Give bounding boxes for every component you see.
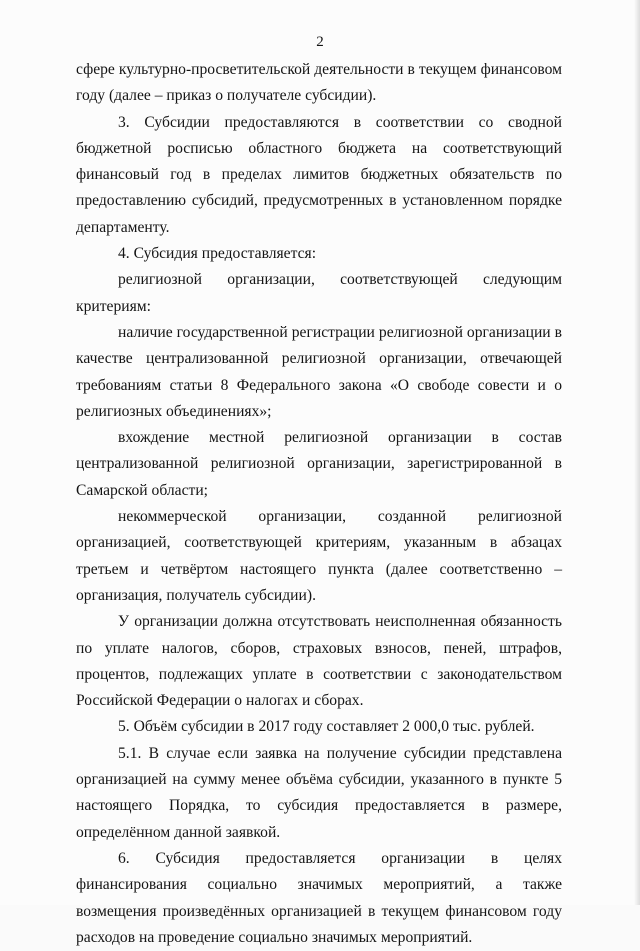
paragraph-continuation: сфере культурно-просветительской деятельности в текущем финансовом году (далее – приказ о получателе субсидии). bbox=[76, 61, 562, 105]
paragraph-nonprofit: некоммерческой организации, созданной религиозной организацией, соответствующей критериям, указанным в абзацах третьем и четвёртом настоящего пункта (далее соответственно – организация, получатель субсидии). bbox=[76, 508, 562, 604]
paragraph-item-6: 6. Субсидия предоставляется организации в целях финансирования социально значимых мероприятий, а также возмещения произведённых организацией в текущем финансовом году расходов на проведение социально значимых мероприятий. bbox=[76, 849, 562, 946]
page-edge-shadow bbox=[634, 0, 640, 905]
paragraph-tax-obligations: У организации должна отсутствовать неисполненная обязанность по уплате налогов, сборов, страховых взносов, пеней, штрафов, процентов, подлежащих уплате в соответствии с законодательством Российской Федерации о налогах и сборах. bbox=[76, 613, 562, 710]
document-body bbox=[76, 57, 562, 951]
paragraph-item-5: 5. Объём субсидии в 2017 году составляет 2 000,0 тыс. рублей. bbox=[118, 718, 535, 736]
paragraph-criteria-intro: религиозной организации, соответствующей следующим критериям: bbox=[76, 271, 562, 315]
paragraph-item-3: 3. Субсидии предоставляются в соответствии со сводной бюджетной росписью областного бюджета на соответствующий финансовый год в пределах лимитов бюджетных обязательств по предоставлению субсидий, предусмотренных в установленном порядке департаменту. bbox=[76, 113, 562, 236]
paragraph-item-5-1: 5.1. В случае если заявка на получение субсидии представлена организацией на сумму менее объёма субсидии, указанного в пункте 5 настоящего Порядка, то субсидия предоставляется в размере, определённом данной заявкой. bbox=[76, 744, 562, 841]
page-number: 2 bbox=[316, 34, 324, 50]
paragraph-criterion-registration: наличие государственной регистрации религиозной организации в качестве централизованной религиозной организации, отвечающей требованиям статьи 8 Федерального закона «О свободе совести и о религиозных объединениях»; bbox=[76, 323, 562, 420]
paragraph-criterion-membership: вхождение местной религиозной организации в состав централизованной религиозной организации, зарегистрированной в Самарской области; bbox=[76, 429, 562, 499]
paragraph-item-4: 4. Субсидия предоставляется: bbox=[118, 245, 317, 263]
